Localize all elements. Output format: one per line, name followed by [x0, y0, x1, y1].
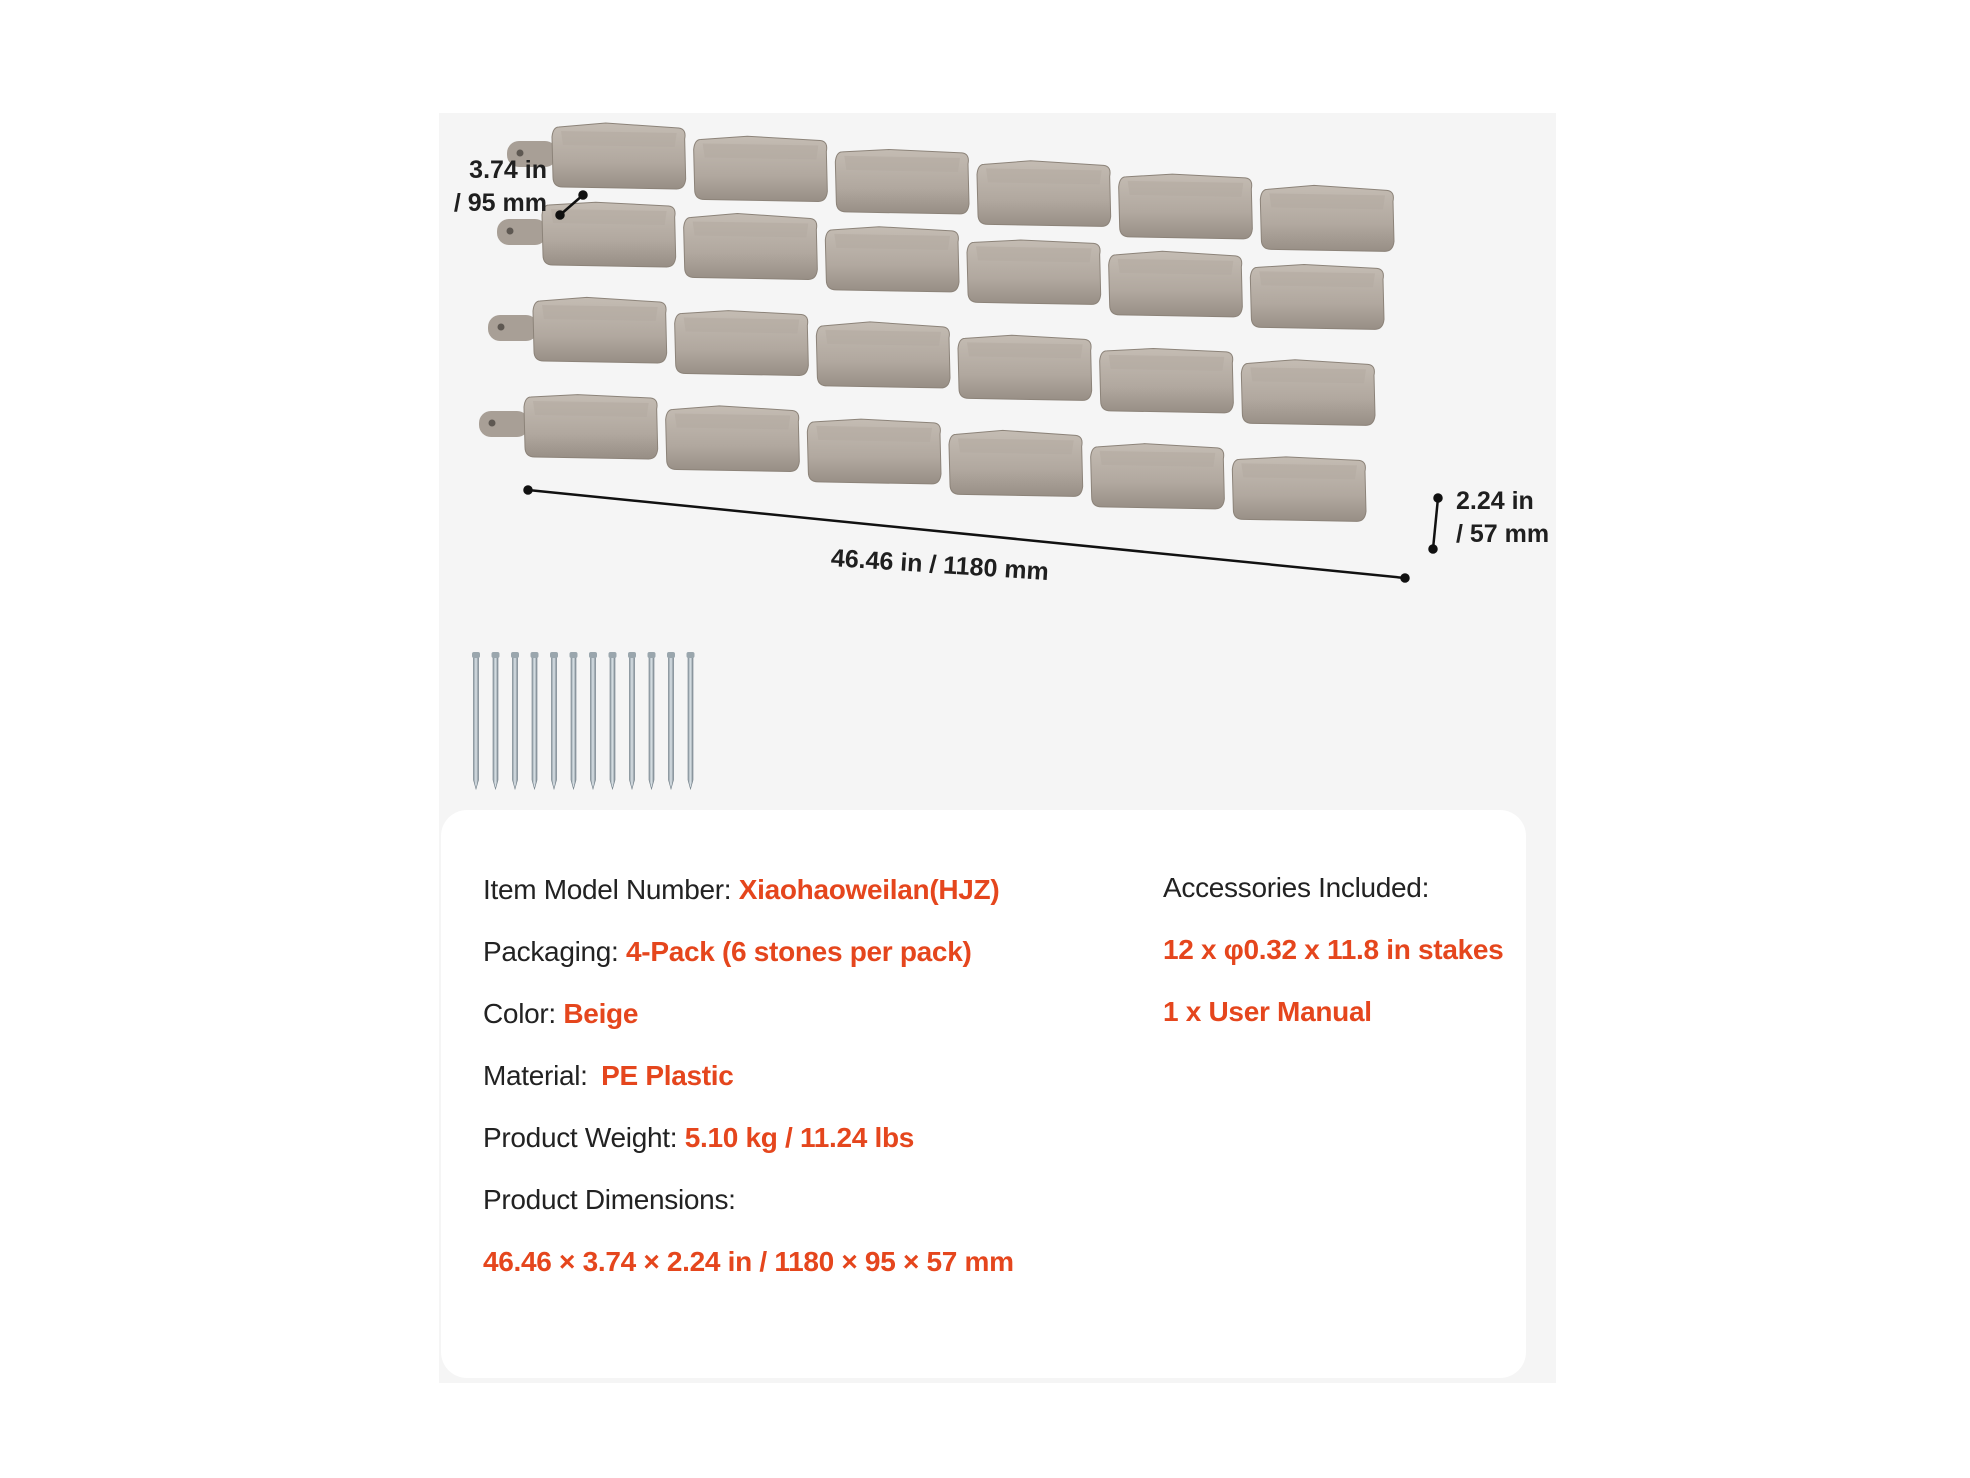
- spec-weight-label: Product Weight:: [483, 1122, 678, 1153]
- stone-top-face: [542, 305, 658, 321]
- ground-stake: [628, 652, 636, 789]
- stone-top-face: [1259, 271, 1375, 287]
- stone-top-face: [986, 168, 1102, 184]
- stone-top-face: [825, 330, 941, 346]
- strip-connector-hole: [489, 420, 496, 427]
- spec-material-label: Material:: [483, 1060, 588, 1091]
- stone-top-face: [684, 317, 800, 333]
- stone-top-face: [844, 156, 960, 172]
- stone-top-face: [958, 438, 1074, 454]
- stone-top-face: [1109, 355, 1225, 371]
- stone-top-face: [816, 426, 932, 442]
- height-dimension-label: [1456, 485, 1549, 551]
- strip-connector-tab: [488, 315, 538, 341]
- ground-stake: [570, 652, 578, 789]
- stone-top-face: [561, 131, 677, 147]
- stone-top-face: [533, 401, 649, 417]
- edging-strip: [479, 395, 1366, 522]
- stone-top-face: [675, 413, 791, 429]
- ground-stake: [687, 652, 695, 789]
- width-in-text: 3.74 in: [469, 156, 547, 184]
- strip-connector-hole: [507, 228, 514, 235]
- stone-top-face: [834, 234, 950, 250]
- spec-weight-value: 5.10 kg / 11.24 lbs: [684, 1122, 915, 1153]
- ground-stake: [531, 652, 539, 789]
- strip-connector-hole: [498, 324, 505, 331]
- ground-stake: [472, 652, 480, 789]
- ground-stake: [511, 652, 519, 789]
- ground-stake: [609, 652, 617, 789]
- stone-top-face: [1241, 463, 1357, 479]
- spec-dimensions-value: 46.46 × 3.74 × 2.24 in / 1180 × 95 × 57 mm: [483, 1246, 1014, 1277]
- spec-packaging-value: 4-Pack (6 stones per pack): [626, 936, 972, 967]
- ground-stake: [589, 652, 597, 789]
- spec-material-value: PE Plastic: [601, 1060, 734, 1091]
- product-figure: [439, 113, 1556, 813]
- spec-dimensions-label: Product Dimensions:: [483, 1184, 736, 1215]
- spec-packaging: [483, 936, 972, 968]
- height-mm-text: / 57 mm: [1456, 520, 1550, 548]
- spec-color: [483, 998, 638, 1030]
- height-dimension-line: [1430, 495, 1442, 553]
- spec-weight: [483, 1122, 914, 1154]
- stone-top-face: [1128, 181, 1244, 197]
- spec-material: [483, 1060, 734, 1092]
- stone-top-face: [976, 246, 1092, 262]
- spec-model-label: Item Model Number:: [483, 874, 732, 905]
- width-mm-text: / 95 mm: [453, 189, 547, 217]
- spec-color-label: Color:: [483, 998, 556, 1029]
- strip-connector-tab: [497, 219, 547, 245]
- ground-stake: [667, 652, 675, 789]
- ground-stake: [492, 652, 500, 789]
- stone-top-face: [1250, 367, 1366, 383]
- stone-top-face: [1100, 451, 1216, 467]
- stone-top-face: [1269, 193, 1385, 209]
- strip-connector-tab: [479, 411, 529, 437]
- spec-color-value: Beige: [563, 998, 639, 1029]
- stone-top-face: [967, 342, 1083, 358]
- stone-top-face: [693, 221, 809, 237]
- spec-model: [483, 874, 999, 906]
- spec-packaging-label: Packaging:: [483, 936, 619, 967]
- ground-stake: [550, 652, 558, 789]
- accessory-item: 1 x User Manual: [1163, 996, 1372, 1027]
- length-dimension-label: 46.46 in / 1180 mm: [830, 543, 1050, 587]
- width-dimension-label: [447, 154, 547, 220]
- height-in-text: 2.24 in: [1456, 487, 1534, 515]
- stone-top-face: [1118, 259, 1234, 275]
- accessory-item: 12 x φ0.32 x 11.8 in stakes: [1163, 934, 1504, 965]
- ground-stake: [648, 652, 656, 789]
- spec-model-value: Xiaohaoweilan(HJZ): [738, 874, 1000, 905]
- accessories-label: Accessories Included:: [1163, 872, 1430, 903]
- stone-top-face: [703, 143, 819, 159]
- stone-top-face: [551, 209, 667, 225]
